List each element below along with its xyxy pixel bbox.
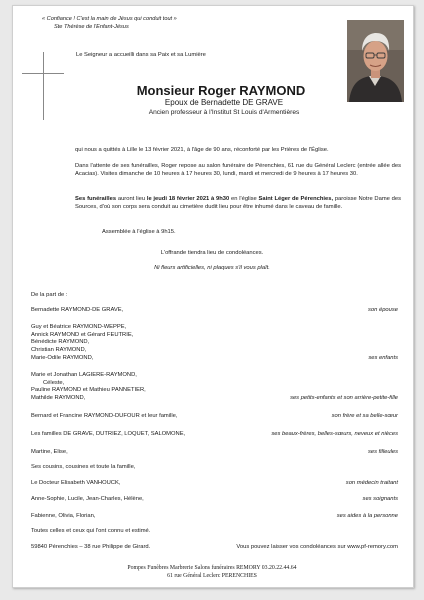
family-name: Guy et Béatrice RAYMOND-WEPPE,	[31, 324, 127, 330]
family-name: Bernadette RAYMOND-DE GRAVE,	[31, 307, 124, 313]
funeral-label: Ses funérailles	[75, 196, 117, 202]
deceased-name	[0, 83, 424, 98]
family-name: Les familles DE GRAVE, DUTRIEZ, LOQUET, SALOMONE,	[31, 431, 186, 437]
family-role: ses enfants	[368, 355, 398, 361]
family-group	[31, 528, 398, 536]
family-role: ses aides à la personne	[336, 513, 398, 519]
family-group	[31, 449, 398, 457]
printer-info	[0, 565, 424, 580]
family-name: Toutes celles et ceux qui l'ont connu et estimé.	[31, 528, 151, 534]
quote-author: Ste Thérèse de l'Enfant-Jésus	[54, 23, 129, 30]
family-role: son épouse	[368, 307, 398, 313]
family-group	[31, 496, 398, 504]
family-group	[31, 431, 398, 439]
family-name: Céleste,	[43, 379, 65, 386]
family-name: Marie et Jonathan LAGIERE-RAYMOND,	[31, 372, 137, 378]
family-name: Martine, Elise,	[31, 449, 68, 455]
family-name: Annick RAYMOND et Gérard FEUTRIE,	[31, 331, 134, 338]
family-name: Le Docteur Elisabeth VANHOUCK,	[31, 480, 121, 486]
family-group	[31, 480, 398, 488]
condolences-note: L'offrande tiendra lieu de condoléances.	[160, 250, 264, 256]
family-group	[31, 307, 398, 315]
quote-block	[42, 16, 177, 31]
family-role: ses beaux-frères, belles-sœurs, neveux et nièces	[271, 431, 398, 437]
address-line	[31, 544, 398, 550]
family-role: ses petits-enfants et son arrière-petite-fille	[290, 395, 398, 401]
family-name: Bernard et Francine RAYMOND-DUFOUR et leur famille,	[31, 413, 178, 419]
printer-line: Pompes Funèbres Marbrerie Salons funéraires REMORY 03.20.22.44.64	[127, 565, 297, 571]
family-name: Marie-Odile RAYMOND,	[31, 354, 94, 361]
family-group	[31, 413, 398, 421]
family-name: Ses cousins, cousines et toute la famille,	[31, 464, 136, 470]
spouse-line: Epoux de Bernadette DE GRAVE	[164, 98, 284, 107]
funeral-mid: auront lieu	[117, 196, 146, 202]
address-text: 59840 Pérenchies – 38 rue Philippe de Girard.	[31, 544, 151, 550]
family-role: ses filleules	[368, 449, 398, 455]
cross-icon-bar	[22, 73, 64, 74]
funeral-rest: paroisse Notre Dame des Sources, d'où son corps sera conduit au cimetière dudit lieu pour être inhumé dans le caveau de famille.	[75, 196, 401, 210]
deceased-prefix: Monsieur Roger	[136, 83, 236, 98]
family-name: Fabienne, Olivia, Florian,	[31, 513, 96, 519]
family-group	[31, 324, 398, 363]
viewing-paragraph: Dans l'attente de ses funérailles, Roger repose au salon funéraire de Pérenchies, 61 rue du Général Leclerc (entrée allée des Acacias). Visites dimanche de 10 heures à 17 heures 30, lundi, mardi et mercredi de 9 heures à 17 heures 30.	[75, 163, 401, 177]
death-paragraph: qui nous a quittés à Lille le 13 février 2021, à l'âge de 90 ans, réconforté par les Prières de l'Église.	[75, 147, 329, 153]
quote-text: « Confiance ! C'est la main de Jésus qui conduit tout »	[42, 16, 177, 22]
funeral-church: Saint Léger de Pérenchies,	[258, 196, 334, 202]
funeral-in: en l'église	[231, 196, 257, 202]
intro-text: Le Seigneur a accueilli dans sa Paix et sa Lumière	[76, 52, 206, 58]
family-role: son médecin traitant	[345, 480, 398, 486]
family-name: Pauline RAYMOND et Mathieu PANNETIER,	[31, 387, 146, 394]
family-role: ses soignants	[362, 496, 398, 502]
family-name: Christian RAYMOND,	[31, 347, 87, 354]
funeral-date: le jeudi 18 février 2021 à 9h30	[146, 196, 230, 202]
deceased-surname: RAYMOND	[239, 83, 306, 98]
printer-address: 61 rue Général Leclerc PERENCHIES	[167, 572, 257, 579]
family-name: Mathilde RAYMOND,	[31, 395, 86, 402]
family-group	[31, 513, 398, 521]
family-group	[31, 372, 398, 403]
funeral-paragraph	[75, 196, 401, 211]
occupation-line: Ancien professeur à l'Institut St Louis d'Armentières	[148, 109, 300, 116]
online-condolences-link[interactable]: Vous pouvez laisser vos condoléances sur www.pf-remory.com	[236, 544, 398, 550]
family-name: Anne-Sophie, Lucile, Jean-Charles, Hélène,	[31, 496, 144, 502]
family-intro: De la part de :	[31, 292, 68, 298]
flowers-note: Ni fleurs artificielles, ni plaques s'il vous plaît.	[154, 265, 270, 271]
family-name: Bénédicte RAYMOND,	[31, 339, 90, 346]
assembly-text: Assemblée à l'église à 9h15.	[102, 229, 176, 235]
family-group	[31, 464, 398, 472]
family-role: son frère et sa belle-sœur	[331, 413, 398, 419]
